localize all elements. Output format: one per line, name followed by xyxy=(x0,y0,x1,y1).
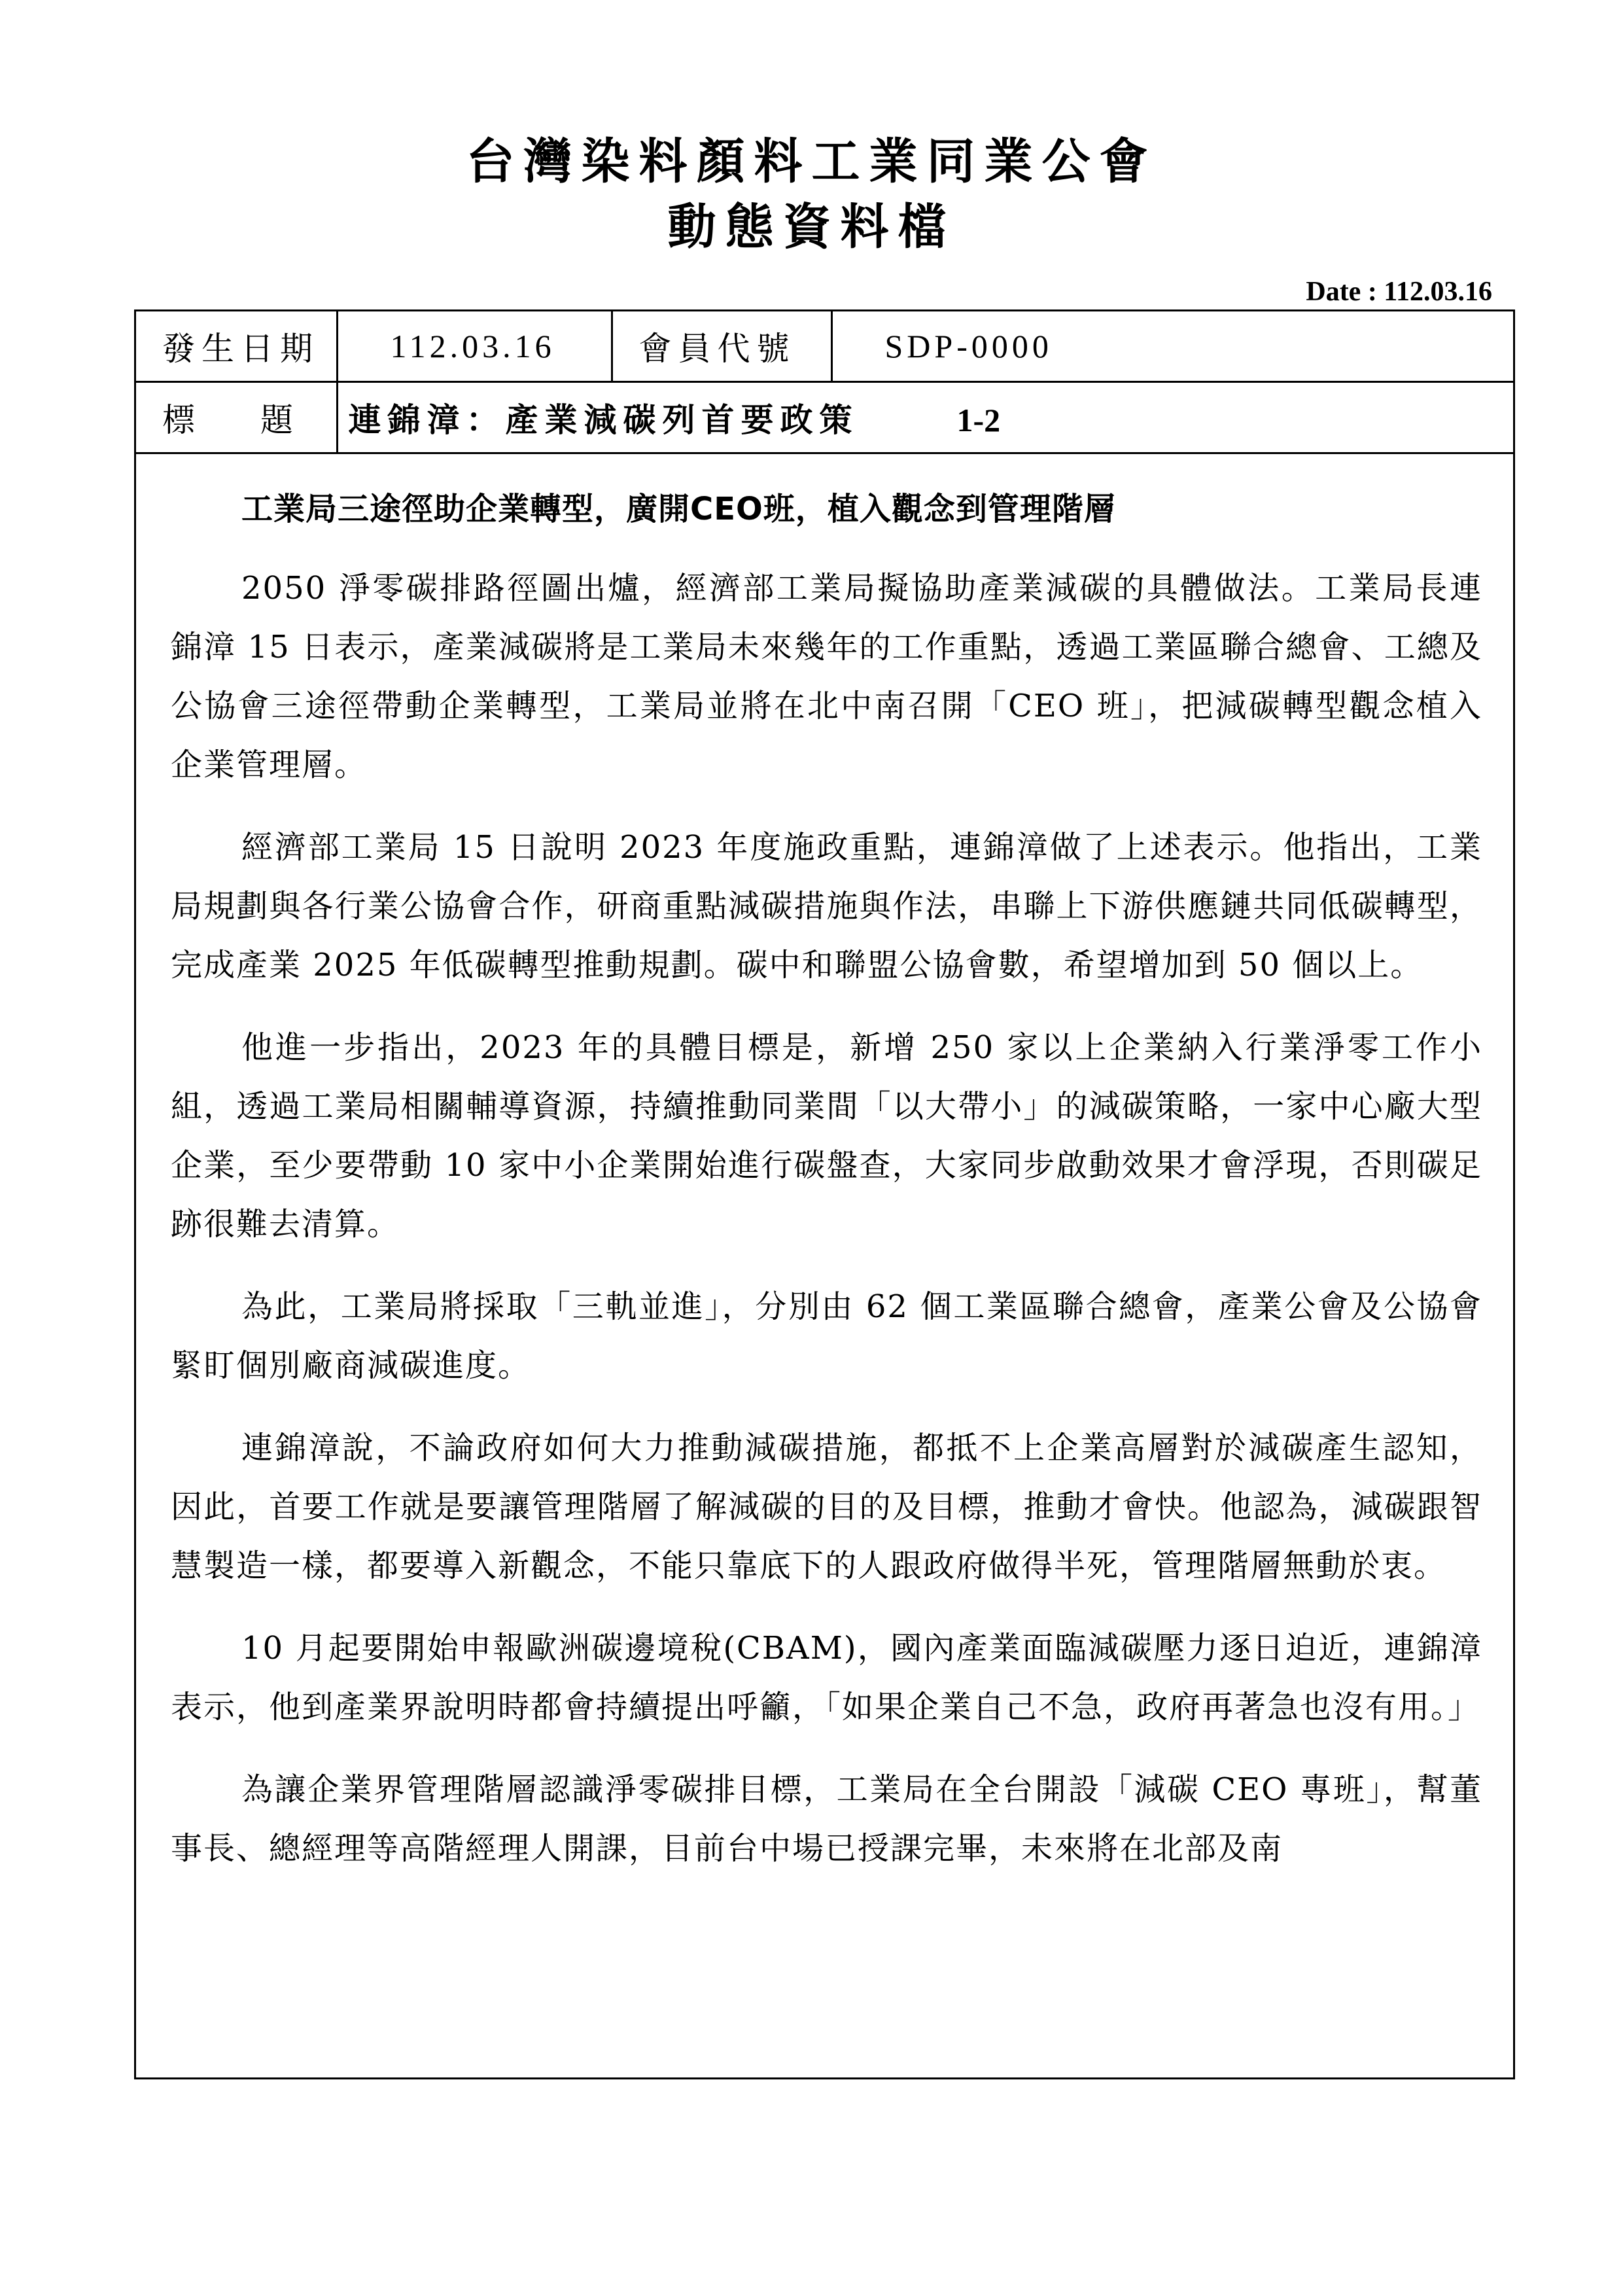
date-label: 發生日期 xyxy=(136,311,337,382)
document-date: Date : 112.03.16 xyxy=(1306,277,1492,307)
article-headline: 工業局三途徑助企業轉型，廣開CEO班，植入觀念到管理階層 xyxy=(241,491,1116,527)
paragraph: 經濟部工業局 15 日說明 2023 年度施政重點，連錦漳做了上述表示。他指出，工業局規劃與各行業公協會合作，研商重點減碳措施與作法，串聯上下游供應鏈共同低碳轉型，完成產業 2025 年低碳轉型推動規劃。碳中和聯盟公協會數，希望增加到 50 個以上。 xyxy=(171,829,1482,983)
subject-label-b: 題 xyxy=(260,401,293,439)
member-label: 會員代號 xyxy=(612,311,831,382)
meta-table xyxy=(136,311,1513,454)
page-ref: 1-2 xyxy=(956,402,1001,438)
document-frame xyxy=(134,309,1515,2079)
subject-label-a: 標 xyxy=(162,401,195,439)
subject-text: 連錦漳：產業減碳列首要政策 xyxy=(348,401,859,439)
subject-cell xyxy=(337,382,1513,453)
paragraph: 連錦漳說，不論政府如何大力推動減碳措施，都抵不上企業高層對於減碳產生認知，因此，首要工作就是要讓管理階層了解減碳的目的及目標，推動才會快。他認為，減碳跟智慧製造一樣，都要導入新觀念，不能只靠底下的人跟政府做得半死，管理階層無動於衷。 xyxy=(171,1430,1482,1584)
paragraph: 10 月起要開始申報歐洲碳邊境稅(CBAM)，國內產業面臨減碳壓力逐日迫近，連錦漳表示，他到產業界說明時都會持續提出呼籲，「如果企業自己不急，政府再著急也沒有用。」 xyxy=(171,1630,1482,1725)
association-title: 台灣染料顏料工業同業公會 xyxy=(466,133,1157,190)
paragraph: 為讓企業界管理階層認識淨零碳排目標，工業局在全台開設「減碳 CEO 專班」，幫董事長、總經理等高階經理人開課，目前台中場已授課完畢，未來將在北部及南 xyxy=(171,1771,1482,1867)
document-title: 動態資料檔 xyxy=(667,199,956,255)
paragraph: 他進一步指出，2023 年的具體目標是，新增 250 家以上企業納入行業淨零工作小組，透過工業局相關輔導資源，持續推動同業間「以大帶小」的減碳策略，一家中心廠大型企業，至少要帶動 10 家中小企業開始進行碳盤查，大家同步啟動效果才會浮現，否則碳足跡很難去清算。 xyxy=(171,1029,1482,1243)
member-value: SDP-0000 xyxy=(831,311,1513,382)
date-value: 112.03.16 xyxy=(337,311,612,382)
article-body xyxy=(171,483,1482,1878)
subject-label xyxy=(136,382,337,453)
paragraph: 2050 淨零碳排路徑圖出爐，經濟部工業局擬協助產業減碳的具體做法。工業局長連錦漳 15 日表示，產業減碳將是工業局未來幾年的工作重點，透過工業區聯合總會、工總及公協會三途徑帶動企業轉型，工業局並將在北中南召開「CEO 班」，把減碳轉型觀念植入企業管理層。 xyxy=(171,570,1482,783)
paragraph: 為此，工業局將採取「三軌並進」，分別由 62 個工業區聯合總會，產業公會及公協會緊盯個別廠商減碳進度。 xyxy=(171,1288,1482,1384)
